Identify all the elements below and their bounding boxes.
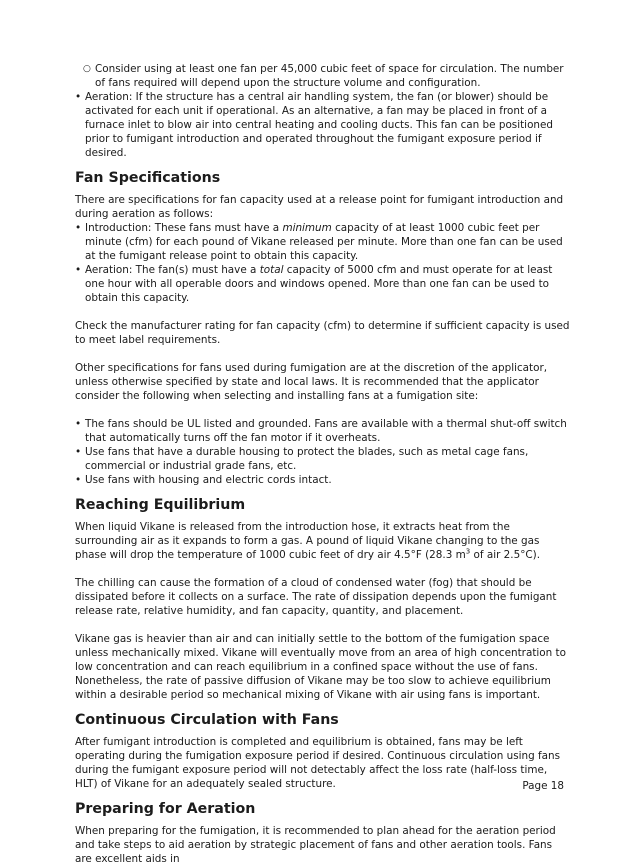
list-item-text: The fans should be UL listed and grounded. Fans are available with a thermal shut-off switch that automatically turns off the fan motor if it overheats.	[85, 418, 567, 444]
sub-bullet-item	[75, 62, 570, 90]
introduction-text: Introduction: These fans must have a	[85, 222, 283, 234]
aeration-paragraph: When preparing for the fumigation, it is recommended to plan ahead for the aeration period and take steps to aid aeration by strategic placement of fans and other aeration tools. Fans are excellent aids in	[75, 825, 556, 865]
continuous-circulation-heading: Continuous Circulation with Fans	[75, 712, 339, 728]
aeration-capacity-bullet-item	[75, 263, 570, 305]
bullet-icon: •	[75, 264, 82, 276]
fan-specs-paragraph-2: Check the manufacturer rating for fan capacity (cfm) to determine if sufficient capacity is used to meet label requirements.	[75, 320, 570, 346]
bullet-icon: •	[75, 446, 82, 458]
list-item-text: Use fans that have a durable housing to protect the blades, such as metal cage fans, commercial or industrial grade fans, etc.	[85, 446, 529, 472]
introduction-text-rest: capacity of at least 1000 cubic feet per minute (cfm) for each pound of Vikane released per minute. More than one fan can be used at the fumigant release point to obtain this capacity.	[85, 222, 563, 262]
aeration-bullet-item	[75, 90, 570, 160]
list-item	[75, 417, 570, 445]
equilibrium-text-rest: of air 2.5°C).	[470, 549, 541, 561]
page-number: Page 18	[522, 780, 564, 792]
superscript-3: 3	[465, 547, 471, 556]
fan-capacity-list	[75, 221, 570, 305]
equilibrium-text: When liquid Vikane is released from the introduction hose, it extracts heat from the surrounding air as it expands to form a gas. A pound of liquid Vikane changing to the gas phase will drop the temperature of 1000 cubic feet of dry air 4.5°F (28.3 m	[75, 521, 540, 561]
bullet-icon: •	[75, 418, 82, 430]
hollow-circle-bullet-icon: ○	[83, 64, 91, 74]
equilibrium-paragraph-3: Vikane gas is heavier than air and can initially settle to the bottom of the fumigation space unless mechanically mixed. Vikane will eventually move from an area of high concentration to low concentration and can reach equilibrium in a confined space without the use of fans. Nonetheless, the rate of passive diffusion of Vikane may be too slow to achieve equilibrium within a desirable period so mechanical mixing of Vikane with air using fans is important.	[75, 633, 566, 701]
bullet-icon: •	[75, 474, 82, 486]
preparing-for-aeration-heading: Preparing for Aeration	[75, 801, 256, 817]
introduction-bullet-item	[75, 221, 570, 263]
list-item	[75, 473, 570, 487]
reaching-equilibrium-heading: Reaching Equilibrium	[75, 497, 246, 513]
bullet-icon: •	[75, 91, 82, 103]
circulation-paragraph: After fumigant introduction is completed and equilibrium is obtained, fans may be left operating during the fumigation exposure period if desired. Continuous circulation using fans during the fumigant exposure period will not detectably affect the loss rate (half-loss time, HLT) of Vikane for an adequately sealed structure.	[75, 736, 561, 790]
sub-bullet-text: Consider using at least one fan per 45,000 cubic feet of space for circulation. The number of fans required will depend upon the structure volume and configuration.	[95, 63, 564, 89]
list-item-text: Use fans with housing and electric cords intact.	[85, 474, 332, 486]
aeration-bullet-text: Aeration: If the structure has a central air handling system, the fan (or blower) should be activated for each unit if operational. As an alternative, a fan may be placed in front of a furnace inlet to blow air into central heating and cooling ducts. This fan can be positioned prior to fumigant introduction and operated throughout the fumigant exposure period if desired.	[85, 91, 553, 159]
fan-specs-paragraph-1: There are specifications for fan capacity used at a release point for fumigant introduction and during aeration as follows:	[75, 194, 564, 220]
document-body	[75, 62, 570, 866]
fan-specifications-heading: Fan Specifications	[75, 170, 221, 186]
emphasis-minimum: minimum	[282, 222, 332, 234]
fan-specs-paragraph-3: Other specifications for fans used during fumigation are at the discretion of the applicator, unless otherwise specified by state and local laws. It is recommended that the applicator consider the following when selecting and installing fans at a fumigation site:	[75, 362, 548, 402]
emphasis-total: total	[259, 264, 284, 276]
aeration-text-rest: capacity of 5000 cfm and must operate for at least one hour with all operable doors and windows opened. More than one fan can be used to obtain this capacity.	[85, 264, 553, 304]
equilibrium-paragraph-1	[75, 520, 570, 562]
equilibrium-paragraph-2: The chilling can cause the formation of a cloud of condensed water (fog) that should be dissipated before it collects on a surface. The rate of dissipation depends upon the fumigant release rate, relative humidity, and fan capacity, quantity, and placement.	[75, 577, 557, 617]
list-item	[75, 445, 570, 473]
aeration-text: Aeration: The fan(s) must have a	[85, 264, 260, 276]
bullet-icon: •	[75, 222, 82, 234]
intro-list	[75, 62, 570, 160]
fan-selection-list	[75, 417, 570, 487]
